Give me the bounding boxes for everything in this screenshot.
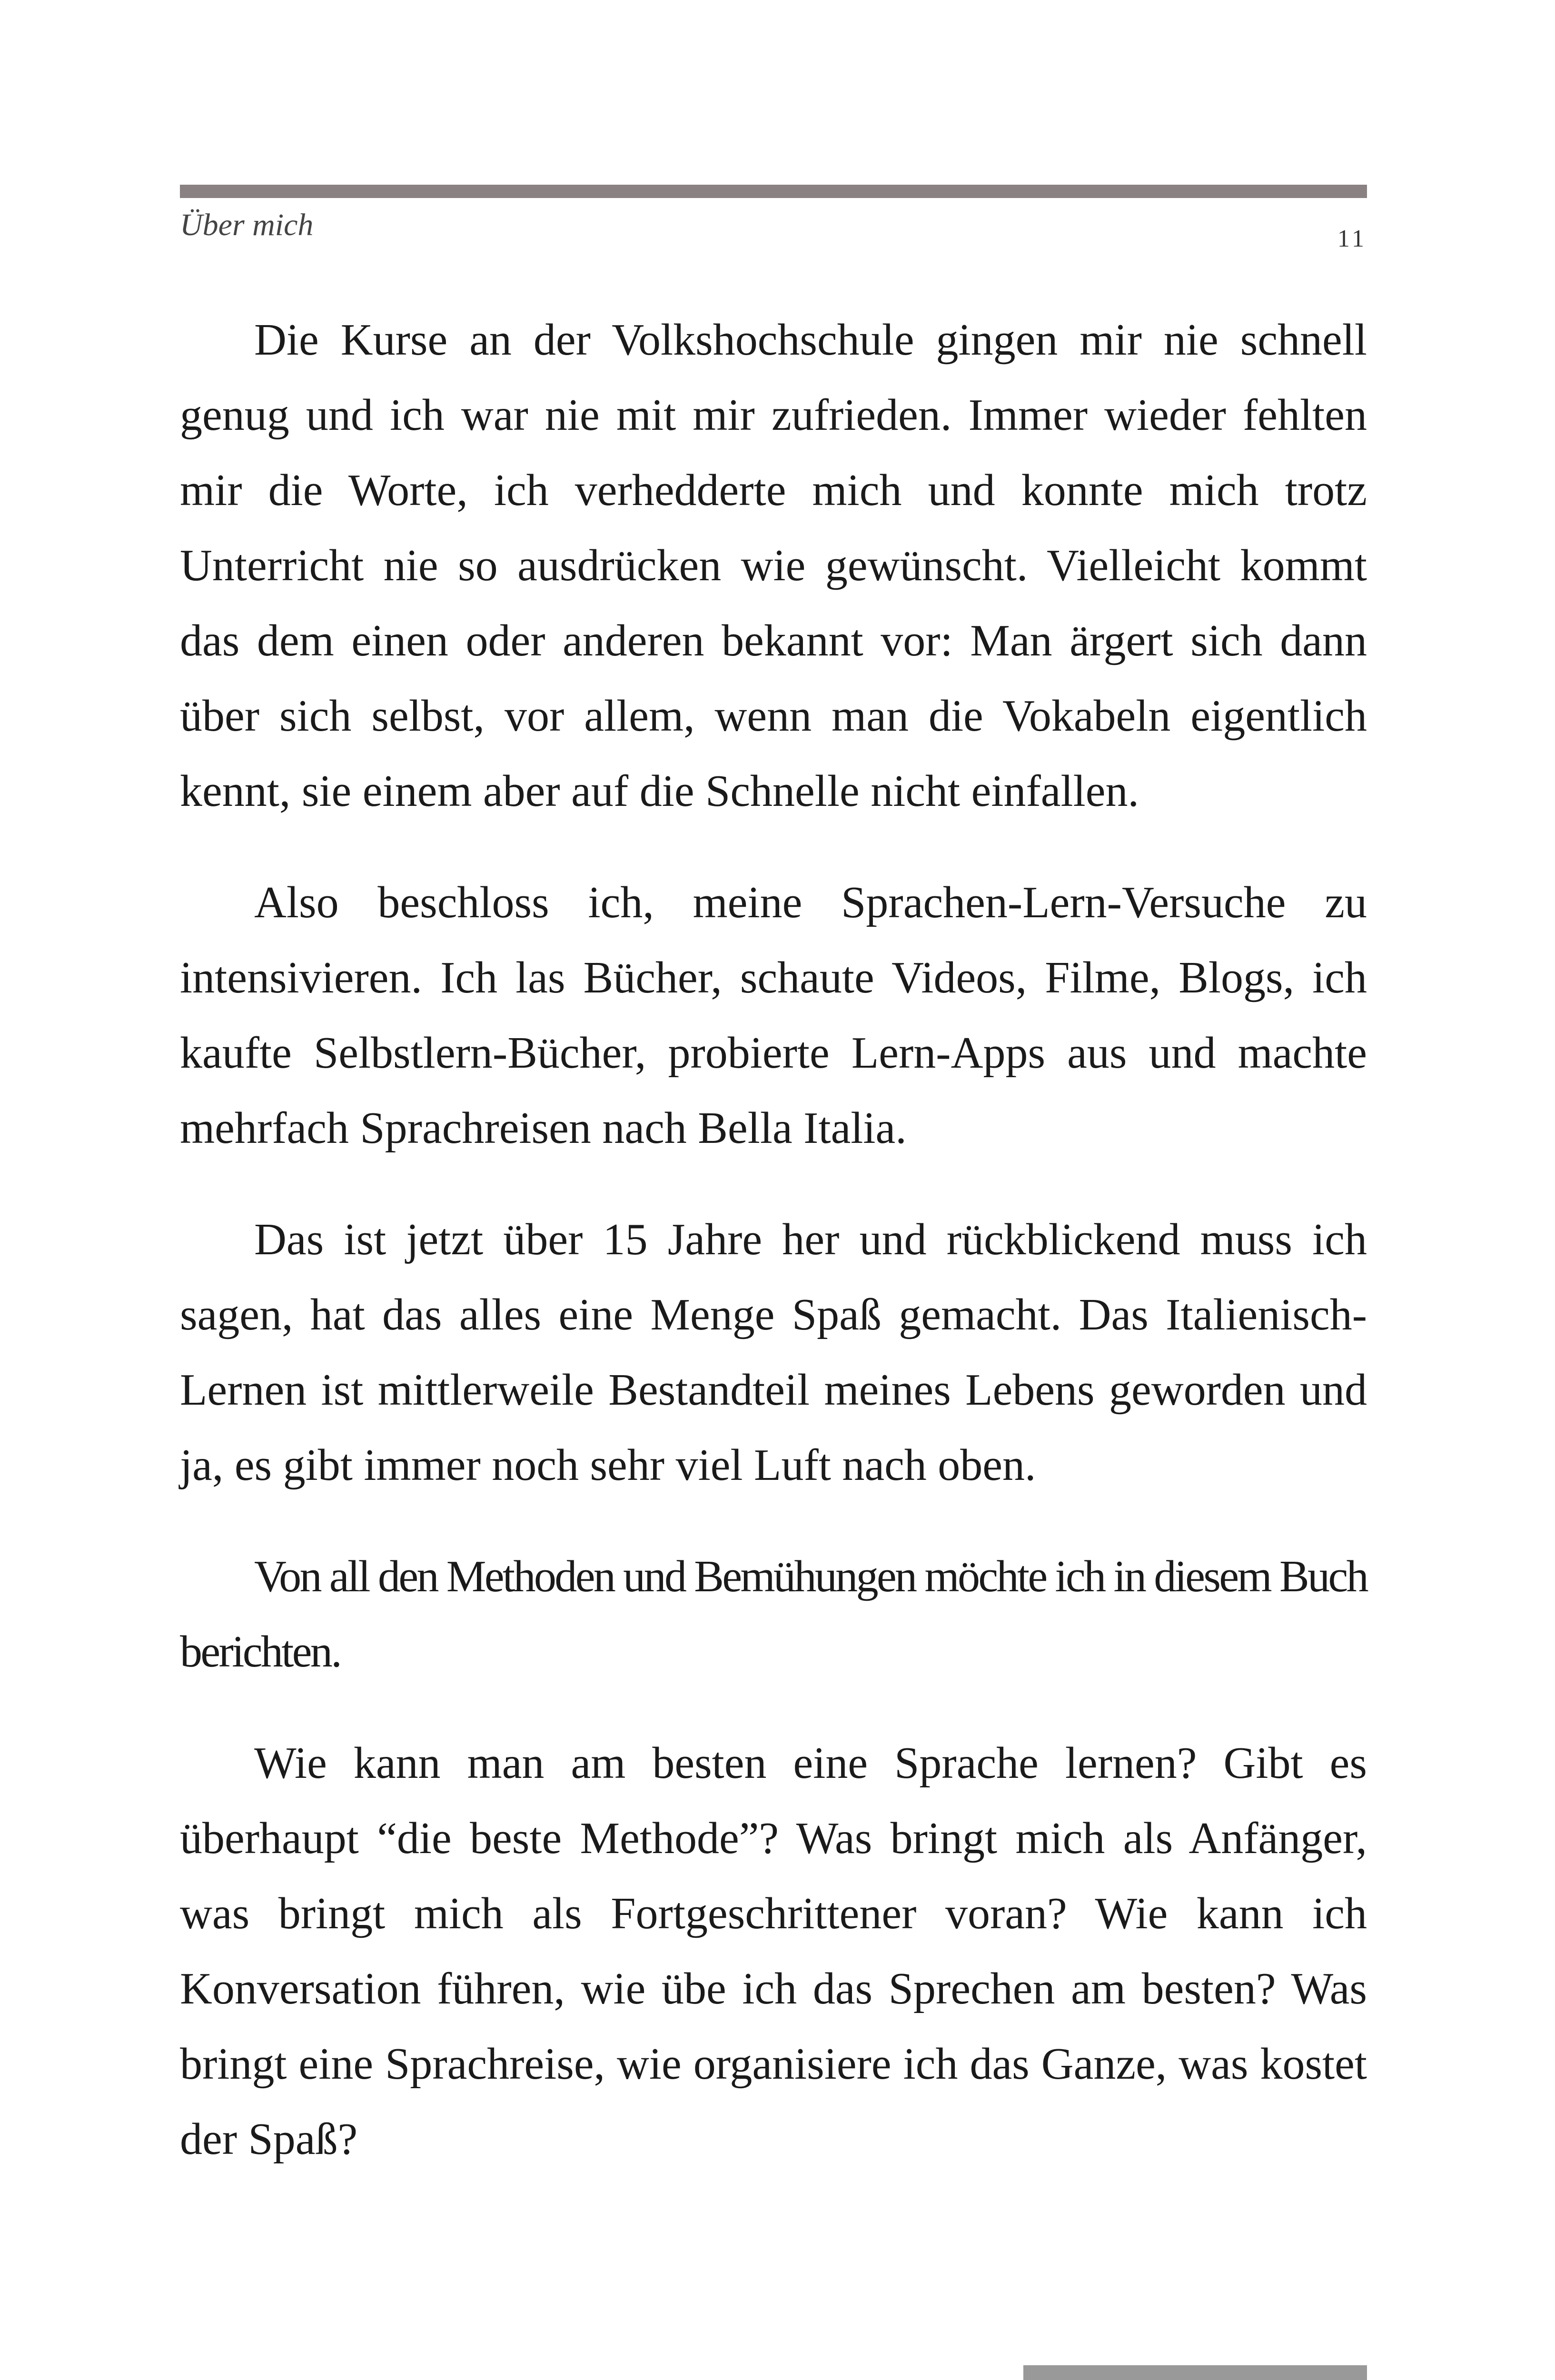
footer-block bbox=[1023, 2365, 1367, 2380]
body-text bbox=[180, 302, 1367, 2213]
header-rule bbox=[180, 185, 1367, 198]
running-title: Über mich bbox=[180, 208, 314, 242]
paragraph: Die Kurse an der Volkshochschule gingen mir nie schnell genug und ich war nie mit mir zufrieden. Immer wieder fehlten mir die Worte, ich verhedderte mich und konnte mich trotz Unterricht nie so ausdrücken wie gewünscht. Vielleicht kommt das dem einen oder anderen bekannt vor: Man ärgert sich dann über sich selbst, vor allem, wenn man die Vokabeln eigentlich kennt, sie einem aber auf die Schnelle nicht einfallen. bbox=[180, 315, 1367, 816]
paragraph: Von all den Methoden und Bemühungen möchte ich in diesem Buch berichten. bbox=[180, 1552, 1367, 1676]
paragraph: Wie kann man am besten eine Sprache lernen? Gibt es überhaupt “die beste Methode”? Was bringt mich als Anfänger, was bringt mich als Fortgeschrittener voran? Wie kann ich Konversation führen, wie übe ich das Sprechen am besten? Was bringt eine Sprachreise, wie organisiere ich das Ganze, was kostet der Spaß? bbox=[180, 1738, 1367, 2164]
paragraph: Also beschloss ich, meine Sprachen-Lern-Versuche zu intensivieren. Ich las Bücher, schaute Videos, Filme, Blogs, ich kaufte Selbstlern-Bücher, probierte Lern-Apps aus und machte mehrfach Sprachreisen nach Bella Italia. bbox=[180, 878, 1367, 1153]
page-number: 11 bbox=[1337, 225, 1367, 252]
paragraph: Das ist jetzt über 15 Jahre her und rückblickend muss ich sagen, hat das alles eine Menge Spaß gemacht. Das Italienisch-Lernen ist mittlerweile Bestandteil meines Lebens geworden und ja, es gibt immer noch sehr viel Luft nach oben. bbox=[180, 1215, 1367, 1490]
